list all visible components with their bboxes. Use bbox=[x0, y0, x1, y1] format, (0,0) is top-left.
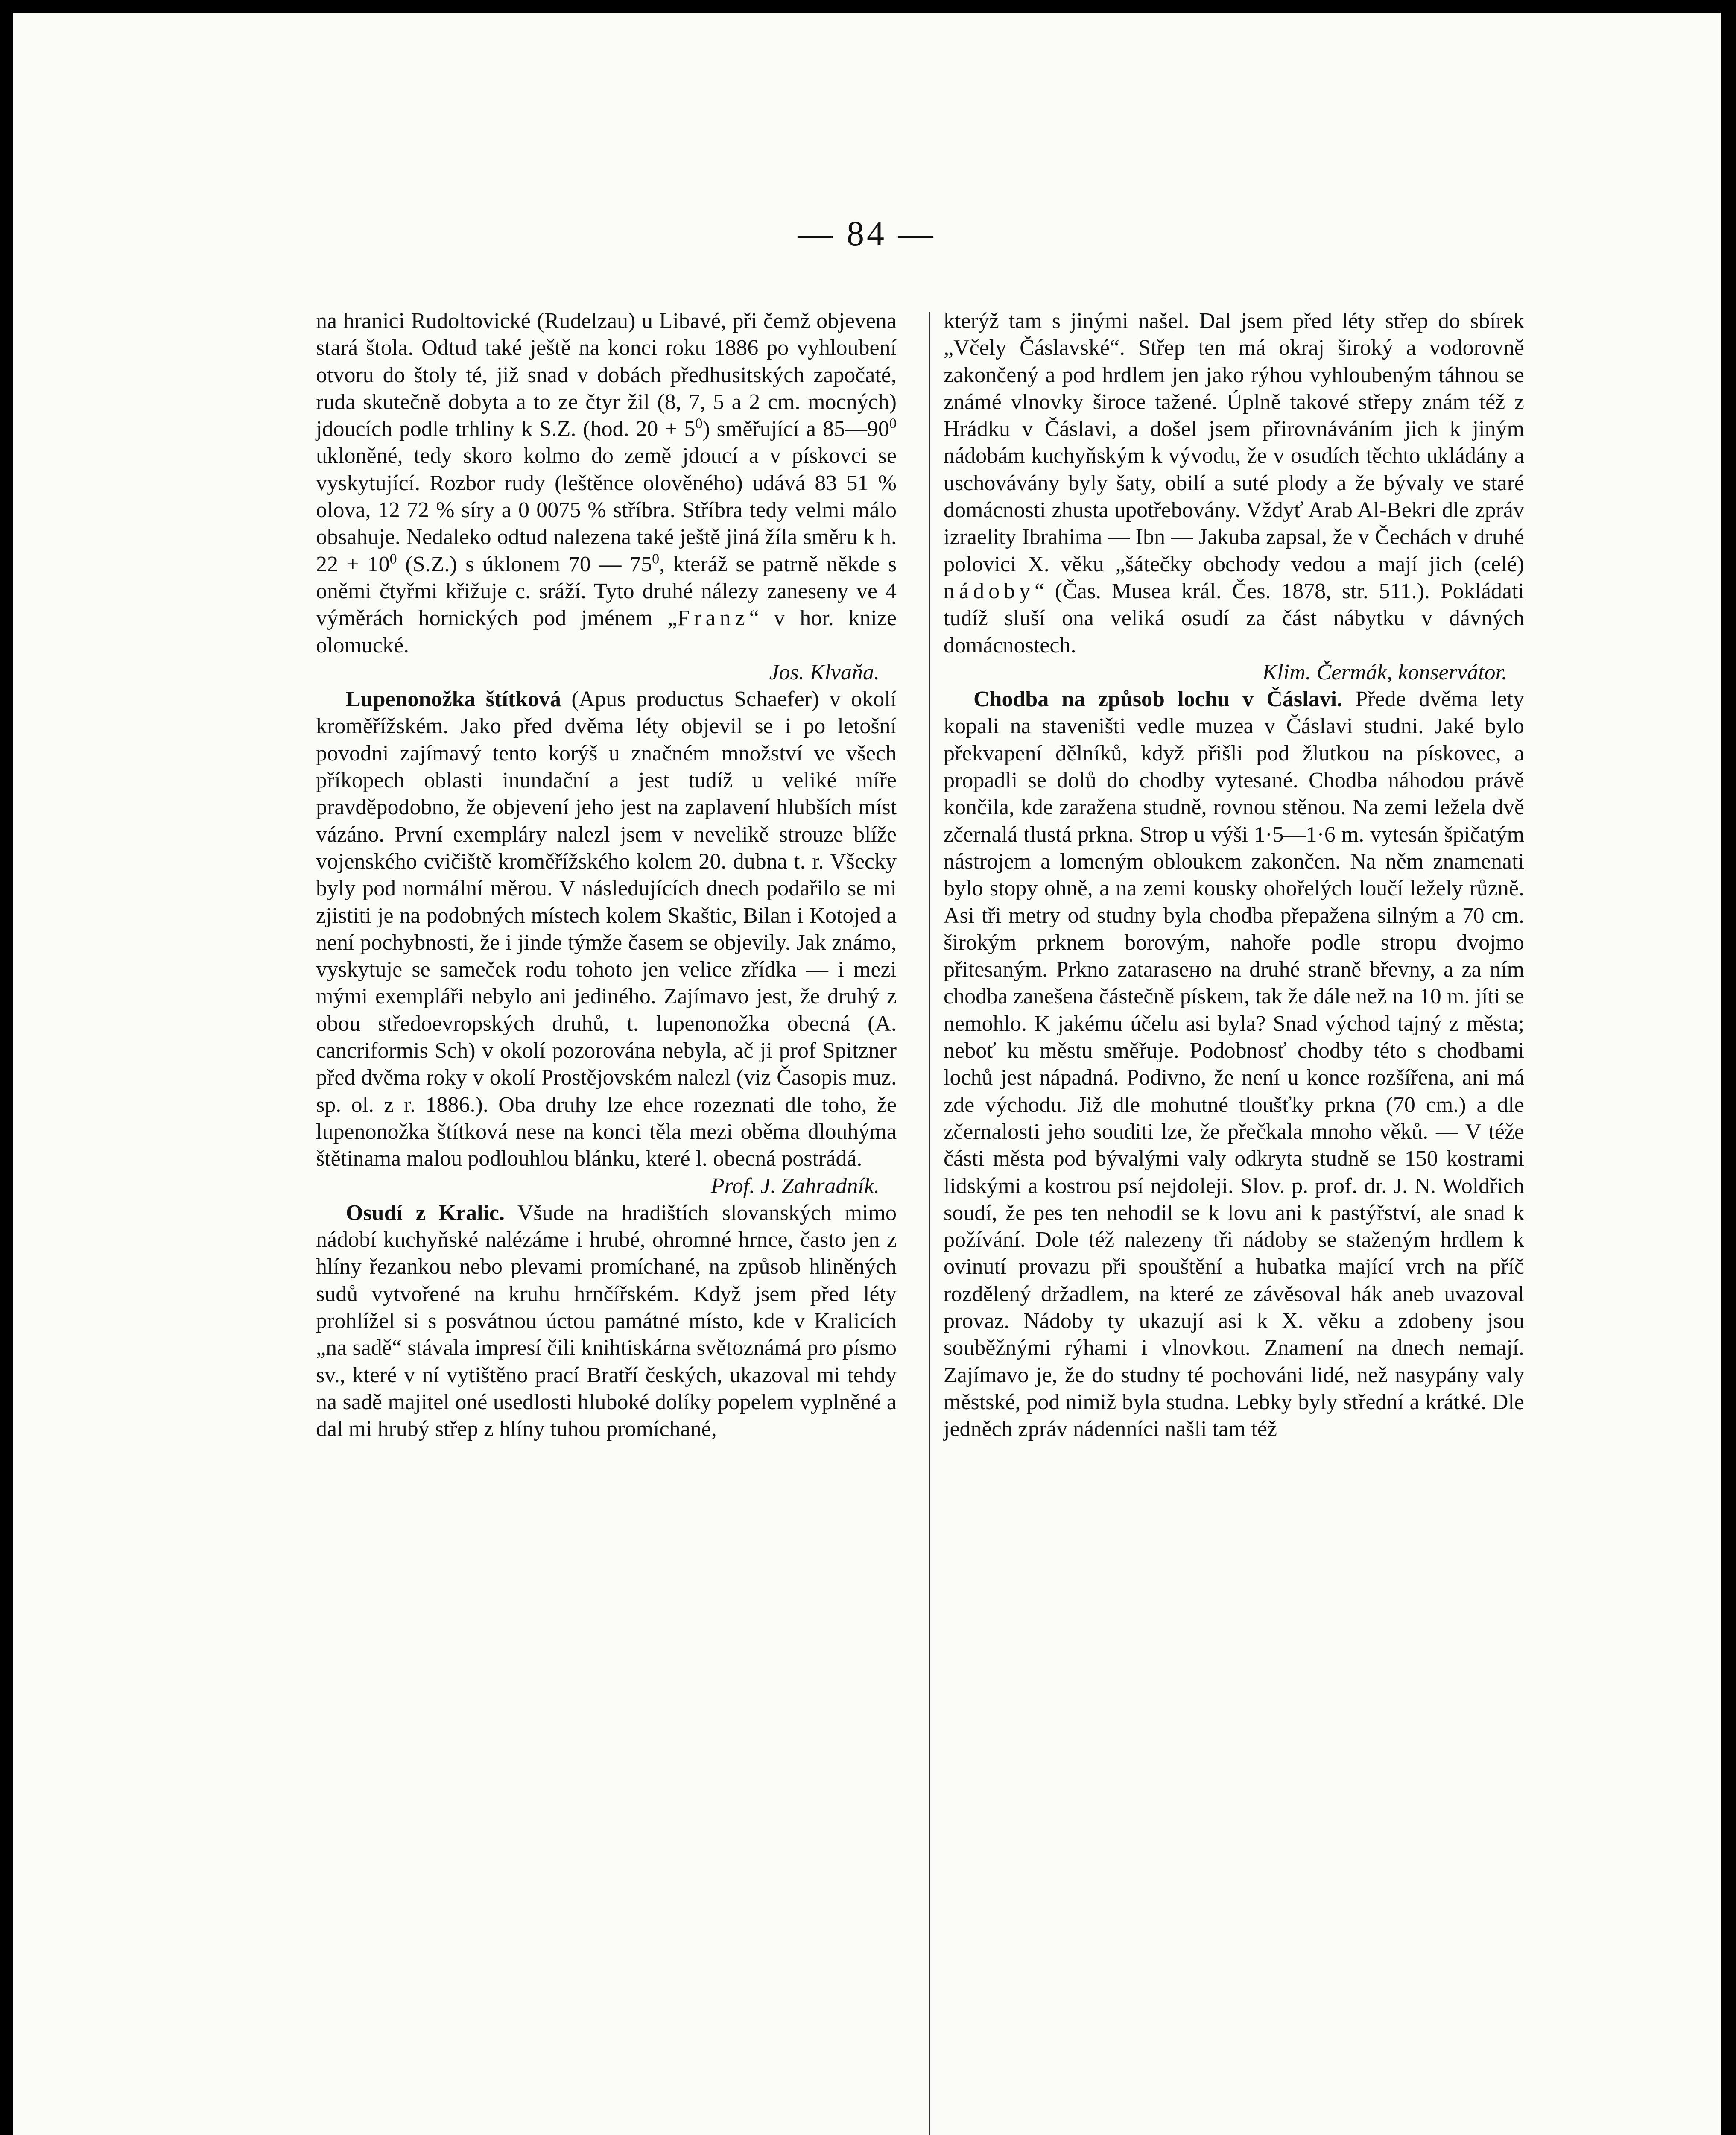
right-column bbox=[944, 307, 1524, 1442]
paragraph-lupenonozka: Lupenonožka štítková (Apus productus Schaefer) v okolí kroměřížském. Jako před dvěma léty objevil se i po letošní povodni zajímavý tento korýš u značném množství ve všech příkopech oblasti inundační a jest tudíž u veliké míře pravděpodobno, že objevení jeho jest na zaplavení hlubších míst vázáno. První exempláry nalezl jsem v nevelikě strouze blíže vojenského cvičiště kroměřížského kolem 20. dubna t. r. Všecky byly pod normální měrou. V následujících dnech podařilo se mi zjistiti je na podobných místech kolem Skaštic, Bilan i Kotojed a není pochybnosti, že i jinde týmže časem se objevily. Jak známo, vyskytuje se sameček rodu tohoto jen velice zřídka — i mezi mými exempláři nebylo ani jediného. Zajímavo jest, že druhý z obou středoevropských druhů, t. lupenonožka obecná (A. cancriformis Sch) v okolí pozorována nebyla, ač ji prof Spitzner před dvěma roky v okolí Prostějovském nalezl (viz Časopis muz. sp. ol. z r. 1886.). Oba druhy lze ehce rozeznati dle toho, že lupenonožka štítková nese na konci těla mezi oběma dlouhýma štětinama malou podlouhlou blánku, které l. obecná postrádá. bbox=[316, 687, 897, 1171]
document-page bbox=[13, 13, 1721, 2135]
article-title: Chodba na způsob lochu v Čáslavi. bbox=[973, 687, 1343, 712]
paragraph-chodba: Chodba na způsob lochu v Čáslavi. Přede dvěma lety kopali na staveništi vedle muzea v Čáslavi studni. Jaké bylo překvapení dělníků, když přišli pod žlutkou na pískovec, a propadli se dolů do chodby vytesané. Chodba náhodou právě končila, kde zaražena studně, rovnou stěnou. Na zemi ležela dvě zčernalá tlustá prkna. Strop u výši 1·5—1·6 m. vytesán špičatým nástrojem a lomeným obloukem zakončen. Na něm znamenati bylo stopy ohně, a na zemi kousky ohořelých loučí ležely různě. Asi tři metry od studny byla chodba přepažena silným a 70 cm. širokým prknem borovým, nahoře podle stropu dvojmo přitesaným. Prkno zatarasено na druhé straně břevny, a za ním chodba zanešena částečně pískem, tak že dále než na 10 m. jíti se nemohlo. K jakému účelu asi byla? Snad východ tajný z města; neboť ku městu směřuje. Podobnosť chodby této s chodbami lochů jest nápadná. Podivno, že není u konce rozšířena, ani má zde východu. Již dle mohutné tloušťky prkna (70 cm.) a dle zčernalosti jeho souditi lze, že přečkala mnoho věků. — V téže části města pod bývalými valy odkryta studně se 150 kostrami lidskými a kostrou psí nejdoleji. Slov. p. prof. dr. J. N. Woldřich soudí, že pes ten nehodil se k lovu ani k pastýřství, ale snad k požívání. Dole též nalezeny tři nádoby se staženým hrdlem k ovinutí provazu při spouštění a hubatka mající vrch na příč rozdělený držadlem, na které ze závěsoval hák aneb uvazoval provaz. Nádoby ty ukazují asi k X. věku a zdobeny jsou souběžnými rýhami i vlnovkou. Znamení na dnech nemají. Zajímavo je, že do studny té pochováni lidé, než nasypány valy městské, pod nimiž byla studna. Lebky byly střední a krátké. Dle jedněch zpráv nádenníci našli tam též bbox=[944, 687, 1525, 1442]
page-number: — 84 — bbox=[798, 214, 936, 253]
signature-klvana: Jos. Klvaňa. bbox=[769, 660, 880, 684]
signature-cermak: Klim. Čermák, konservátor. bbox=[1262, 660, 1507, 684]
article-title: Osudí z Kralic. bbox=[346, 1200, 505, 1225]
left-column bbox=[316, 307, 897, 1442]
signature-zahradnik: Prof. J. Zahradník. bbox=[710, 1173, 880, 1198]
column-divider bbox=[929, 312, 930, 2135]
article-title: Lupenonožka štítková bbox=[346, 687, 561, 712]
paragraph-osudi-continued: kterýž tam s jinými našel. Dal jsem před léty střep do sbírek „Včely Čáslavské“. Střep ten má okraj široký a vodorovně zakončený a pod hrdlem jen jako rýhou vyhloubeným táhnou se známé vlnovky široce tažené. Úplně takové střepy znám též z Hrádku v Čáslavi, a došel jsem přirovnáváním jich k jiným nádobám kuchyňským k vývodu, že v osudích těchto ukládány a uschovávány byly šaty, obilí a suté plody a že bývaly ve staré domácnosti zhusta upotřebovány. Vždyť Arab Al-Bekri dle zpráv izraelity Ibrahima — Ibn — Jakuba zapsal, že v Čechách v druhé polovici X. věku „šátečky obchody vedou a mají jich (celé) nádoby“ (Čas. Musea král. Čes. 1878, str. 511.). Pokládati tudíž sluší ona veliká osudí za část nábytku v dávných domácnostech. bbox=[944, 309, 1524, 658]
paragraph-osudi: Osudí z Kralic. Všude na hradištích slovanských mimo nádobí kuchyňské nalézáme i hrubé, ohromné hrnce, často jen z hlíny řezankou nebo plevami promíchané, na způsob hliněných sudů vytvořené na kruhu hrnčířském. Když jsem před léty prohlížel si s posvátnou úctou památné místo, kde v Kralicích „na sadě“ stávala impresí čili knihtiskárna světoznámá pro písmo sv., které v ní vytištěno prací Bratří českých, ukazoval mi tehdy na sadě majitel oné usedlosti hluboké dolíky popelem vyplněné a dal mi hrubý střep z hlíny tuhou promíchané, bbox=[316, 1200, 897, 1442]
paragraph-mining-report: na hranici Rudoltovické (Rudelzau) u Libavé, při čemž objevena stará štola. Odtud také ještě na konci roku 1886 po vyhloubení otvoru do štoly té, již snad v dobách předhusitských započaté, ruda skutečně dobyta a to ze čtyr žil (8, 7, 5 a 2 cm. mocných) jdoucích podle trhliny k S.Z. (hod. $20 + 5^0$) směřující a $85—90^0$ ukloněné, tedy skoro kolmo do země jdoucí a v pískovci se vyskytující. Rozbor rudy (leštěnce olověného) udává 83 51 % olova, 12 72 % síry a 0 0075 % stříbra. Stříbra tedy velmi málo obsahuje. Nedaleko odtud nalezena také ještě jiná žíla směru k h. $22 + 10^0$ (S.Z.) s úklonem 70 — $75^0$, kteráž se patrně někde s oněmi čtyřmi křižuje c. sráží. Tyto druhé nálezy zaneseny ve 4 výměrách hornických pod jménem „Franz“ v hor. knize olomucké. bbox=[316, 309, 897, 658]
